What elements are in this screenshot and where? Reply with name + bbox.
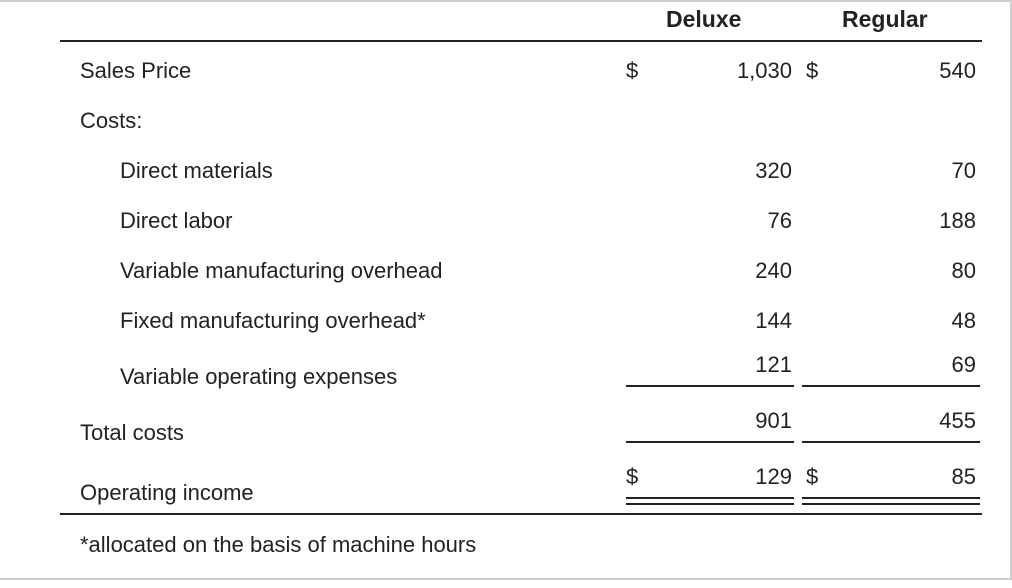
total-rule-regular (802, 441, 980, 443)
header-rule (60, 40, 982, 42)
variable-operating-expenses-deluxe: 121 (755, 352, 792, 377)
direct-labor-regular: 188 (939, 208, 976, 233)
operating-income-regular: 85 (951, 464, 976, 489)
operating-income-currency-deluxe: $ (626, 464, 639, 489)
sales-price-deluxe: 1,030 (736, 58, 792, 83)
operating-income-currency-regular: $ (806, 464, 819, 489)
column-header-regular: Regular (842, 6, 928, 32)
double-rule-mid-deluxe (626, 503, 794, 505)
row-label-variable-mfg-overhead: Variable manufacturing overhead (120, 258, 443, 283)
total-rule-deluxe (626, 441, 794, 443)
column-header-deluxe: Deluxe (666, 6, 742, 32)
variable-mfg-overhead-regular: 80 (951, 258, 976, 283)
footnote: *allocated on the basis of machine hours (80, 532, 477, 557)
row-label-costs: Costs: (80, 108, 143, 133)
variable-mfg-overhead-deluxe: 240 (755, 258, 792, 283)
direct-materials-deluxe: 320 (755, 158, 792, 183)
row-label-operating-income: Operating income (80, 480, 254, 505)
row-label-fixed-mfg-overhead: Fixed manufacturing overhead* (120, 308, 426, 333)
double-rule-top-deluxe (626, 497, 794, 499)
total-costs-deluxe: 901 (755, 408, 792, 433)
operating-income-deluxe: 129 (755, 464, 792, 489)
row-label-direct-materials: Direct materials (120, 158, 273, 183)
row-label-sales-price: Sales Price (80, 58, 192, 83)
variable-operating-expenses-regular: 69 (951, 352, 976, 377)
double-rule-mid-regular (802, 503, 980, 505)
direct-materials-regular: 70 (951, 158, 976, 183)
row-label-total-costs: Total costs (80, 420, 184, 445)
total-costs-regular: 455 (939, 408, 976, 433)
fixed-mfg-overhead-regular: 48 (951, 308, 976, 333)
subtotal-rule-deluxe (626, 385, 794, 387)
row-label-direct-labor: Direct labor (120, 208, 233, 233)
currency-sign-deluxe: $ (626, 58, 639, 83)
direct-labor-deluxe: 76 (767, 208, 792, 233)
fixed-mfg-overhead-deluxe: 144 (755, 308, 792, 333)
subtotal-rule-regular (802, 385, 980, 387)
currency-sign-regular: $ (806, 58, 819, 83)
table-bottom-rule (60, 513, 982, 515)
double-rule-top-regular (802, 497, 980, 499)
row-label-variable-operating-expenses: Variable operating expenses (120, 364, 398, 389)
sales-price-regular: 540 (939, 58, 976, 83)
